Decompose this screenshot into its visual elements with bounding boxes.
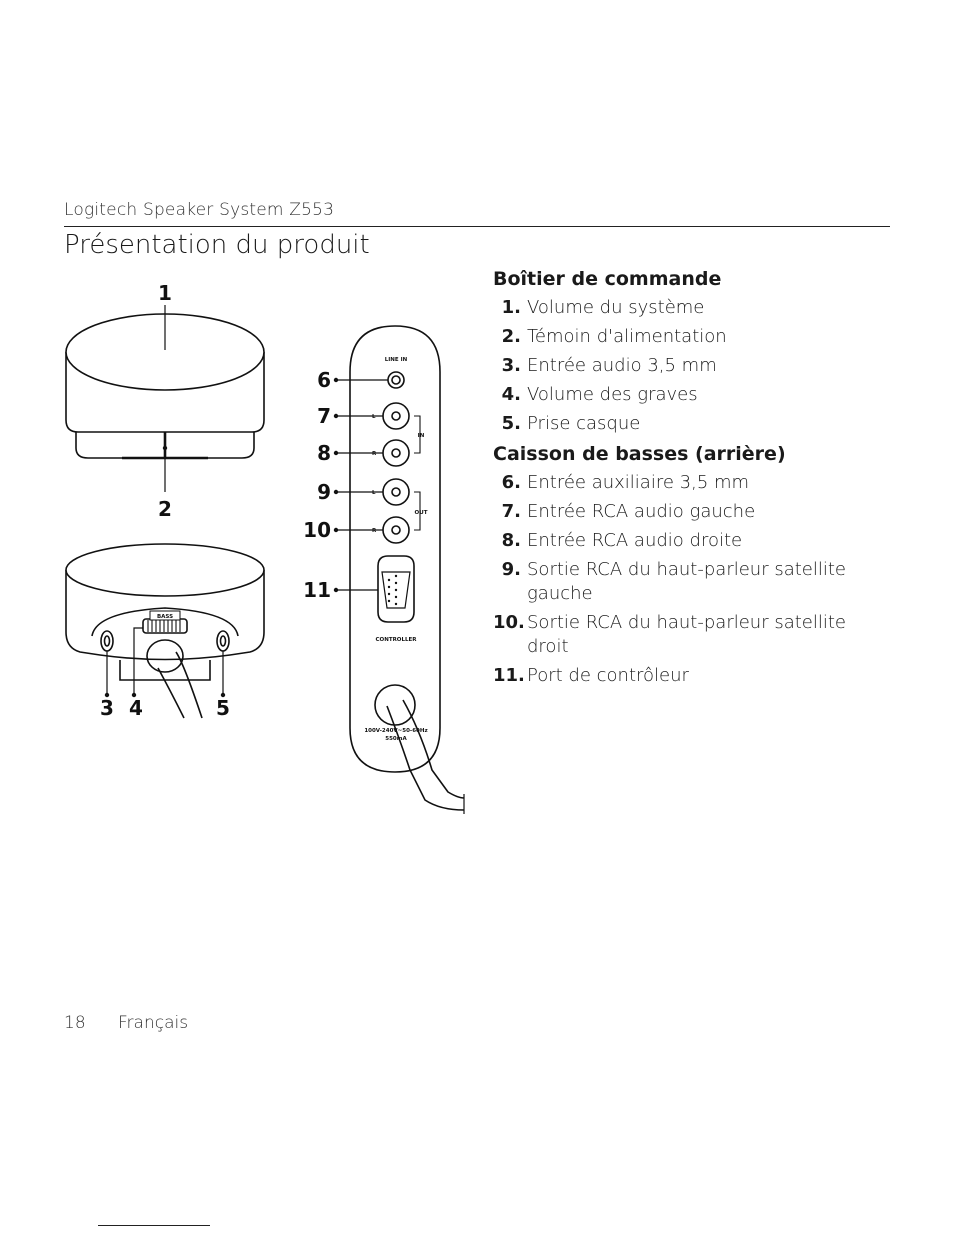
callout-1: 1 <box>158 281 172 305</box>
power-cable <box>387 700 464 810</box>
item-text: Port de contrôleur <box>527 665 689 686</box>
line-in-jack <box>388 372 404 388</box>
item-text: Sortie RCA du haut-parleur satellite gauche <box>527 559 846 604</box>
item-text: Entrée RCA audio droite <box>527 530 743 551</box>
callout-9: 9 <box>317 480 331 504</box>
item-number: 3. <box>501 355 521 376</box>
page-number: 18 <box>64 1013 86 1033</box>
headphone-jack <box>217 631 229 651</box>
item-number: 5. <box>501 413 521 434</box>
power-rating-line1: 100V-240V~50-60Hz <box>364 728 428 734</box>
line-in-label: LINE IN <box>384 357 408 363</box>
callout-3: 3 <box>100 696 114 720</box>
callout-8: 8 <box>317 441 331 465</box>
list-item <box>493 529 893 553</box>
callout-6: 6 <box>317 368 331 392</box>
callout-2: 2 <box>158 497 172 521</box>
item-number: 4. <box>501 384 521 405</box>
out-r-label: R <box>372 528 377 534</box>
in-label: IN <box>417 433 425 439</box>
bottom-rule <box>98 1225 210 1226</box>
list-item <box>493 500 893 524</box>
list-item <box>493 558 893 606</box>
item-number: 2. <box>501 326 521 347</box>
list-item <box>493 611 893 659</box>
item-text: Entrée audio 3,5 mm <box>527 355 717 376</box>
rca-out-right <box>383 517 409 543</box>
rca-out-left <box>383 479 409 505</box>
callout-5: 5 <box>216 696 230 720</box>
callout-11: 11 <box>303 578 331 602</box>
callout-7: 7 <box>317 404 331 428</box>
item-number: 7. <box>501 501 521 522</box>
legend <box>493 266 893 693</box>
item-text: Volume du système <box>527 297 705 318</box>
item-number: 9. <box>501 559 521 580</box>
subwoofer-heading: Caisson de basses (arrière) <box>493 443 786 465</box>
item-number: 6. <box>501 472 521 493</box>
item-number: 8. <box>501 530 521 551</box>
item-text: Prise casque <box>527 413 641 434</box>
bass-label: BASS <box>156 614 174 620</box>
pod-cable <box>158 652 202 718</box>
item-text: Entrée auxiliaire 3,5 mm <box>527 472 750 493</box>
in-r-label: R <box>372 451 377 457</box>
subwoofer-list <box>493 471 893 688</box>
subwoofer-panel <box>350 326 440 772</box>
item-number: 11. <box>493 665 525 686</box>
list-item <box>493 664 893 688</box>
rca-in-left <box>383 403 409 429</box>
list-item <box>493 471 893 495</box>
out-label: OUT <box>414 510 428 516</box>
item-number: 1. <box>501 297 521 318</box>
list-item <box>493 383 893 407</box>
document-header: Logitech Speaker System Z553 <box>64 200 335 220</box>
in-l-label: L <box>372 414 376 420</box>
rca-in-right <box>383 440 409 466</box>
controller-label: CONTROLLER <box>375 637 417 643</box>
power-rating-line2: 550mA <box>385 736 407 742</box>
list-item <box>493 412 893 436</box>
power-cable-grommet <box>375 685 415 725</box>
list-item <box>493 296 893 320</box>
audio-in-jack <box>101 631 113 651</box>
control-pod-list <box>493 296 893 436</box>
item-text: Volume des graves <box>527 384 698 405</box>
item-number: 10. <box>493 612 525 633</box>
list-item <box>493 354 893 378</box>
callout-10: 10 <box>303 518 331 542</box>
callout-4: 4 <box>129 696 143 720</box>
item-text: Témoin d'alimentation <box>527 326 727 347</box>
item-text: Sortie RCA du haut-parleur satellite droit <box>527 612 846 657</box>
out-l-label: L <box>372 490 376 496</box>
item-text: Entrée RCA audio gauche <box>527 501 756 522</box>
footer-language: Français <box>118 1013 189 1033</box>
control-pod-heading: Boîtier de commande <box>493 268 722 290</box>
pod-front-top <box>66 544 264 596</box>
page-title: Présentation du produit <box>64 230 370 260</box>
list-item <box>493 325 893 349</box>
